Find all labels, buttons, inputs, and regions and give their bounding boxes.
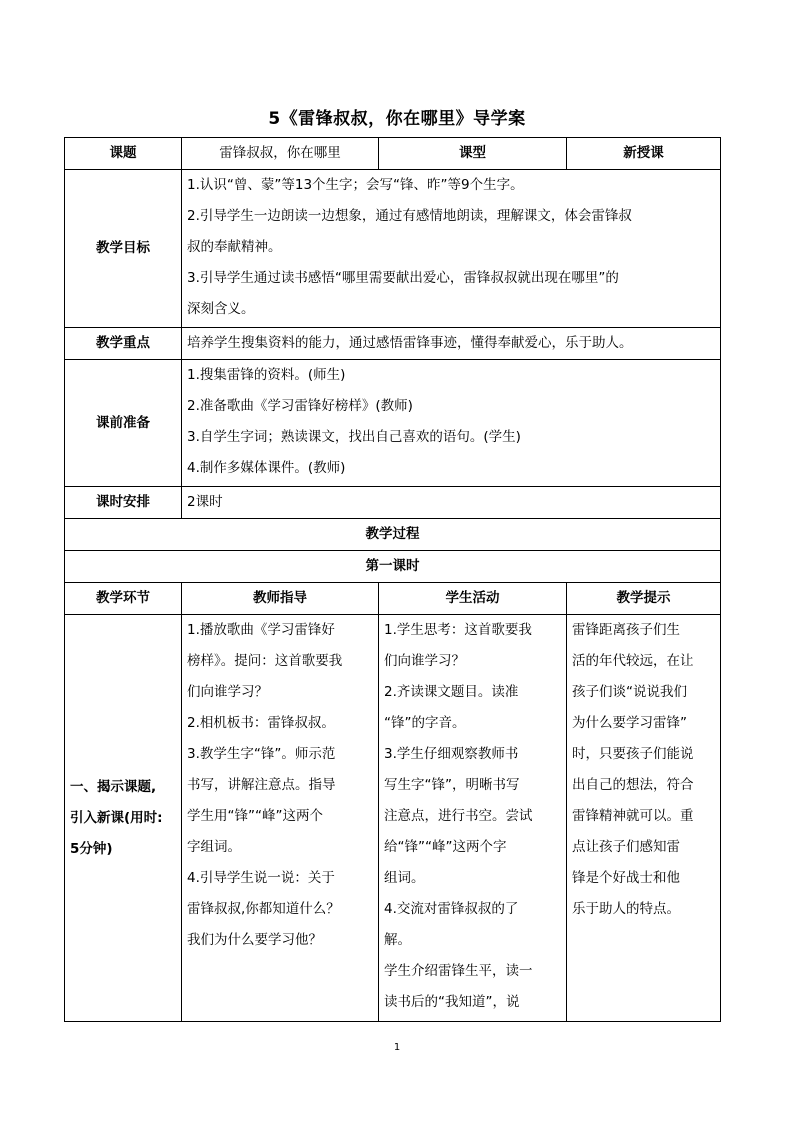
objective-line: 3.引导学生通过读书感悟“哪里需要献出爱心，雷锋叔叔就出现在哪里”的 bbox=[187, 270, 619, 286]
objectives-content bbox=[182, 170, 721, 328]
stage-line: 引入新课(用时: bbox=[70, 809, 163, 826]
column-header-row bbox=[65, 583, 721, 615]
preparation-line: 1.搜集雷锋的资料。(师生) bbox=[187, 367, 346, 383]
preparation-line: 2.准备歌曲《学习雷锋好榜样》(教师) bbox=[187, 398, 413, 414]
hint-line: 孩子们谈“说说我们 bbox=[572, 684, 687, 700]
column-header-teacher: 教师指导 bbox=[182, 583, 379, 615]
hint-line: 出自己的想法，符合 bbox=[572, 777, 694, 793]
lesson-heading: 第一课时 bbox=[65, 551, 721, 583]
preparation-label: 课前准备 bbox=[65, 360, 182, 487]
teacher-line: 们向谁学习？ bbox=[187, 684, 268, 700]
lesson-heading-row bbox=[65, 551, 721, 583]
objectives-row bbox=[65, 170, 721, 328]
hint-line: 活的年代较远，在让 bbox=[572, 653, 694, 669]
student-line: 注意点，进行书空。尝试 bbox=[384, 808, 533, 824]
focus-label: 教学重点 bbox=[65, 328, 182, 360]
preparation-line: 3.自学生字词；熟读课文，找出自己喜欢的语句。(学生) bbox=[187, 429, 521, 445]
teacher-line: 字组词。 bbox=[187, 839, 241, 855]
student-line: 读书后的“我知道”，说 bbox=[384, 994, 520, 1010]
column-header-hint: 教学提示 bbox=[567, 583, 721, 615]
preparation-row bbox=[65, 360, 721, 487]
topic-label: 课题 bbox=[65, 138, 182, 170]
objective-line: 叔的奉献精神。 bbox=[187, 239, 282, 255]
student-line: 4.交流对雷锋叔叔的了 bbox=[384, 901, 519, 917]
stage-line: 5分钟) bbox=[70, 840, 113, 857]
focus-content: 培养学生搜集资料的能力，通过感悟雷锋事迹，懂得奉献爱心，乐于助人。 bbox=[182, 328, 721, 360]
student-line: 学生介绍雷锋生平，读一 bbox=[384, 963, 533, 979]
teacher-line: 2.相机板书：雷锋叔叔。 bbox=[187, 715, 335, 731]
column-header-stage: 教学环节 bbox=[65, 583, 182, 615]
student-line: 们向谁学习？ bbox=[384, 653, 465, 669]
hint-line: 锋是个好战士和他 bbox=[572, 870, 680, 886]
teacher-line: 1.播放歌曲《学习雷锋好 bbox=[187, 622, 335, 638]
teaching-hint-cell bbox=[567, 615, 721, 1022]
topic-value: 雷锋叔叔，你在哪里 bbox=[182, 138, 379, 170]
teacher-guidance-cell bbox=[182, 615, 379, 1022]
teacher-line: 学生用“锋”“峰”这两个 bbox=[187, 808, 323, 824]
teacher-line: 4.引导学生说一说：关于 bbox=[187, 870, 335, 886]
teacher-line: 书写，讲解注意点。指导 bbox=[187, 777, 336, 793]
preparation-line: 4.制作多媒体课件。(教师) bbox=[187, 460, 346, 476]
stage-cell bbox=[65, 615, 182, 1022]
focus-row bbox=[65, 328, 721, 360]
lesson-type-value: 新授课 bbox=[567, 138, 721, 170]
process-heading-row bbox=[65, 519, 721, 551]
teacher-line: 我们为什么要学习他？ bbox=[187, 932, 322, 948]
preparation-content bbox=[182, 360, 721, 487]
student-activity-cell bbox=[379, 615, 567, 1022]
objectives-label: 教学目标 bbox=[65, 170, 182, 328]
student-line: 1.学生思考：这首歌要我 bbox=[384, 622, 532, 638]
schedule-content: 2课时 bbox=[182, 487, 721, 519]
topic-row bbox=[65, 138, 721, 170]
hint-line: 时，只要孩子们能说 bbox=[572, 746, 694, 762]
objective-line: 1.认识“曾、蒙”等13个生字；会写“锋、昨”等9个生字。 bbox=[187, 177, 524, 193]
student-line: “锋”的字音。 bbox=[384, 715, 466, 731]
document-title: 5《雷锋叔叔，你在哪里》导学案 bbox=[268, 109, 526, 129]
student-line: 写生字“锋”，明晰书写 bbox=[384, 777, 520, 793]
lesson-plan-table bbox=[64, 137, 721, 1022]
lesson-type-label: 课型 bbox=[379, 138, 567, 170]
hint-line: 乐于助人的特点。 bbox=[572, 901, 680, 917]
column-header-student: 学生活动 bbox=[379, 583, 567, 615]
student-line: 给“锋”“峰”这两个字 bbox=[384, 839, 507, 855]
objective-line: 2.引导学生一边朗读一边想象，通过有感情地朗读，理解课文，体会雷锋叔 bbox=[187, 208, 632, 224]
objective-line: 深刻含义。 bbox=[187, 301, 255, 317]
hint-line: 雷锋距离孩子们生 bbox=[572, 622, 680, 638]
student-line: 2.齐读课文题目。读准 bbox=[384, 684, 519, 700]
hint-line: 点让孩子们感知雷 bbox=[572, 839, 680, 855]
stage-line: 一、揭示课题, bbox=[70, 778, 157, 795]
schedule-label: 课时安排 bbox=[65, 487, 182, 519]
page-number: 1 bbox=[393, 1042, 401, 1053]
schedule-row bbox=[65, 487, 721, 519]
student-line: 3.学生仔细观察教师书 bbox=[384, 746, 519, 762]
hint-line: 雷锋精神就可以。重 bbox=[572, 808, 694, 824]
student-line: 解。 bbox=[384, 932, 411, 948]
teacher-line: 3.教学生字“锋”。师示范 bbox=[187, 746, 336, 762]
teacher-line: 榜样》。提问：这首歌要我 bbox=[187, 653, 343, 669]
hint-line: 为什么要学习雷锋” bbox=[572, 715, 687, 731]
teacher-line: 雷锋叔叔,你都知道什么？ bbox=[187, 901, 340, 917]
student-line: 组词。 bbox=[384, 870, 425, 886]
step-row bbox=[65, 615, 721, 1022]
process-heading: 教学过程 bbox=[65, 519, 721, 551]
